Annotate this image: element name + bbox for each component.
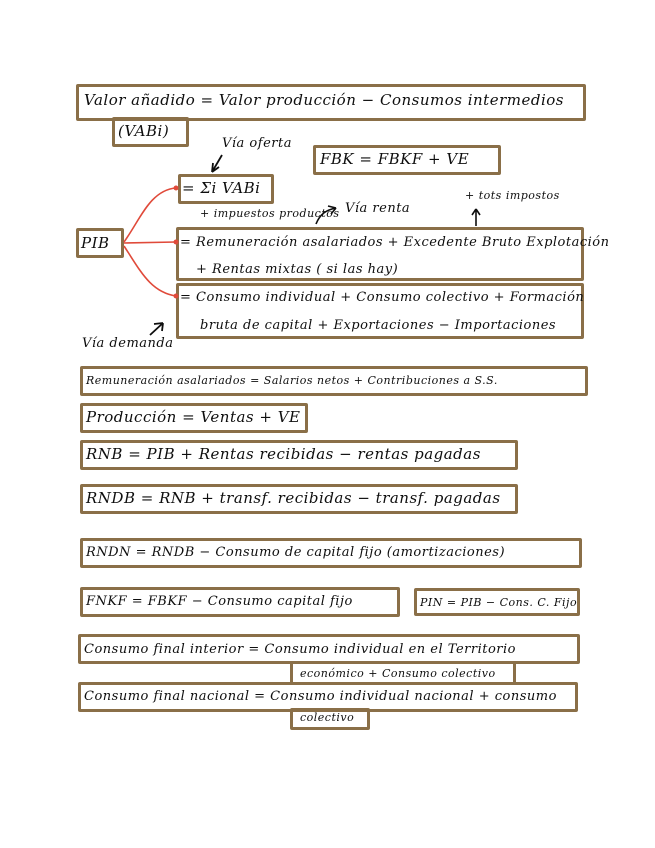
renta-line1: = Remuneración asalariados + Excedente Bruto Explotación (180, 235, 610, 250)
demanda-line2: bruta de capital + Exportaciones − Importaciones (200, 318, 557, 333)
tots-impostos-arrow (472, 209, 480, 226)
pin-formula: PIN = PIB − Cons. C. Fijo (420, 596, 578, 609)
fnkf-formula: FNKF = FBKF − Consumo capital fijo (86, 594, 353, 609)
pib-arrow-demanda-dot (174, 294, 179, 299)
via-renta-arrow (316, 206, 336, 224)
cfn-line1: Consumo final nacional = Consumo individual nacional + consumo (84, 689, 557, 704)
pib-label: PIB (81, 234, 110, 252)
pib-arrow-demanda (124, 246, 176, 296)
rndb-formula: RNDB = RNB + transf. recibidas − transf. pagadas (86, 489, 501, 507)
vab-line1: Valor añadido = Valor producción − Consumos intermedios (84, 91, 564, 109)
pib-arrow-oferta-dot (174, 186, 179, 191)
via-demanda-label: Vía demanda (82, 336, 174, 351)
demanda-line1: = Consumo individual + Consumo colectivo + Formación (180, 290, 585, 305)
rndn-formula: RNDN = RNDB − Consumo de capital fijo (amortizaciones) (86, 545, 506, 560)
pib-arrow-renta (124, 242, 176, 243)
via-demanda-arrow (150, 323, 163, 335)
cfn-line2: colectivo (300, 711, 355, 724)
sum-vab: = Σi VABi (182, 179, 261, 197)
via-oferta-arrow (212, 155, 222, 172)
pib-arrow-oferta (124, 188, 176, 242)
rnb-formula: RNB = PIB + Rentas recibidas − rentas pagadas (86, 445, 481, 463)
pib-arrow-renta-dot (174, 240, 179, 245)
tots-impostos-label: + tots impostos (465, 189, 560, 202)
vab-line2: (VABi) (118, 122, 170, 140)
fbk-formula: FBK = FBKF + VE (320, 150, 470, 168)
impuestos-productos-label: + impuestos productos (200, 207, 340, 220)
remuneracion-formula: Remuneración asalariados = Salarios netos + Contribuciones a S.S. (86, 374, 498, 387)
cfi-line2: económico + Consumo colectivo (300, 667, 496, 680)
renta-line2: + Rentas mixtas ( si las hay) (196, 262, 399, 277)
produccion-formula: Producción = Ventas + VE (86, 408, 301, 426)
via-renta-label: Vía renta (345, 201, 411, 216)
via-oferta-label: Vía oferta (222, 136, 292, 151)
cfi-line1: Consumo final interior = Consumo individual en el Territorio (84, 642, 516, 657)
